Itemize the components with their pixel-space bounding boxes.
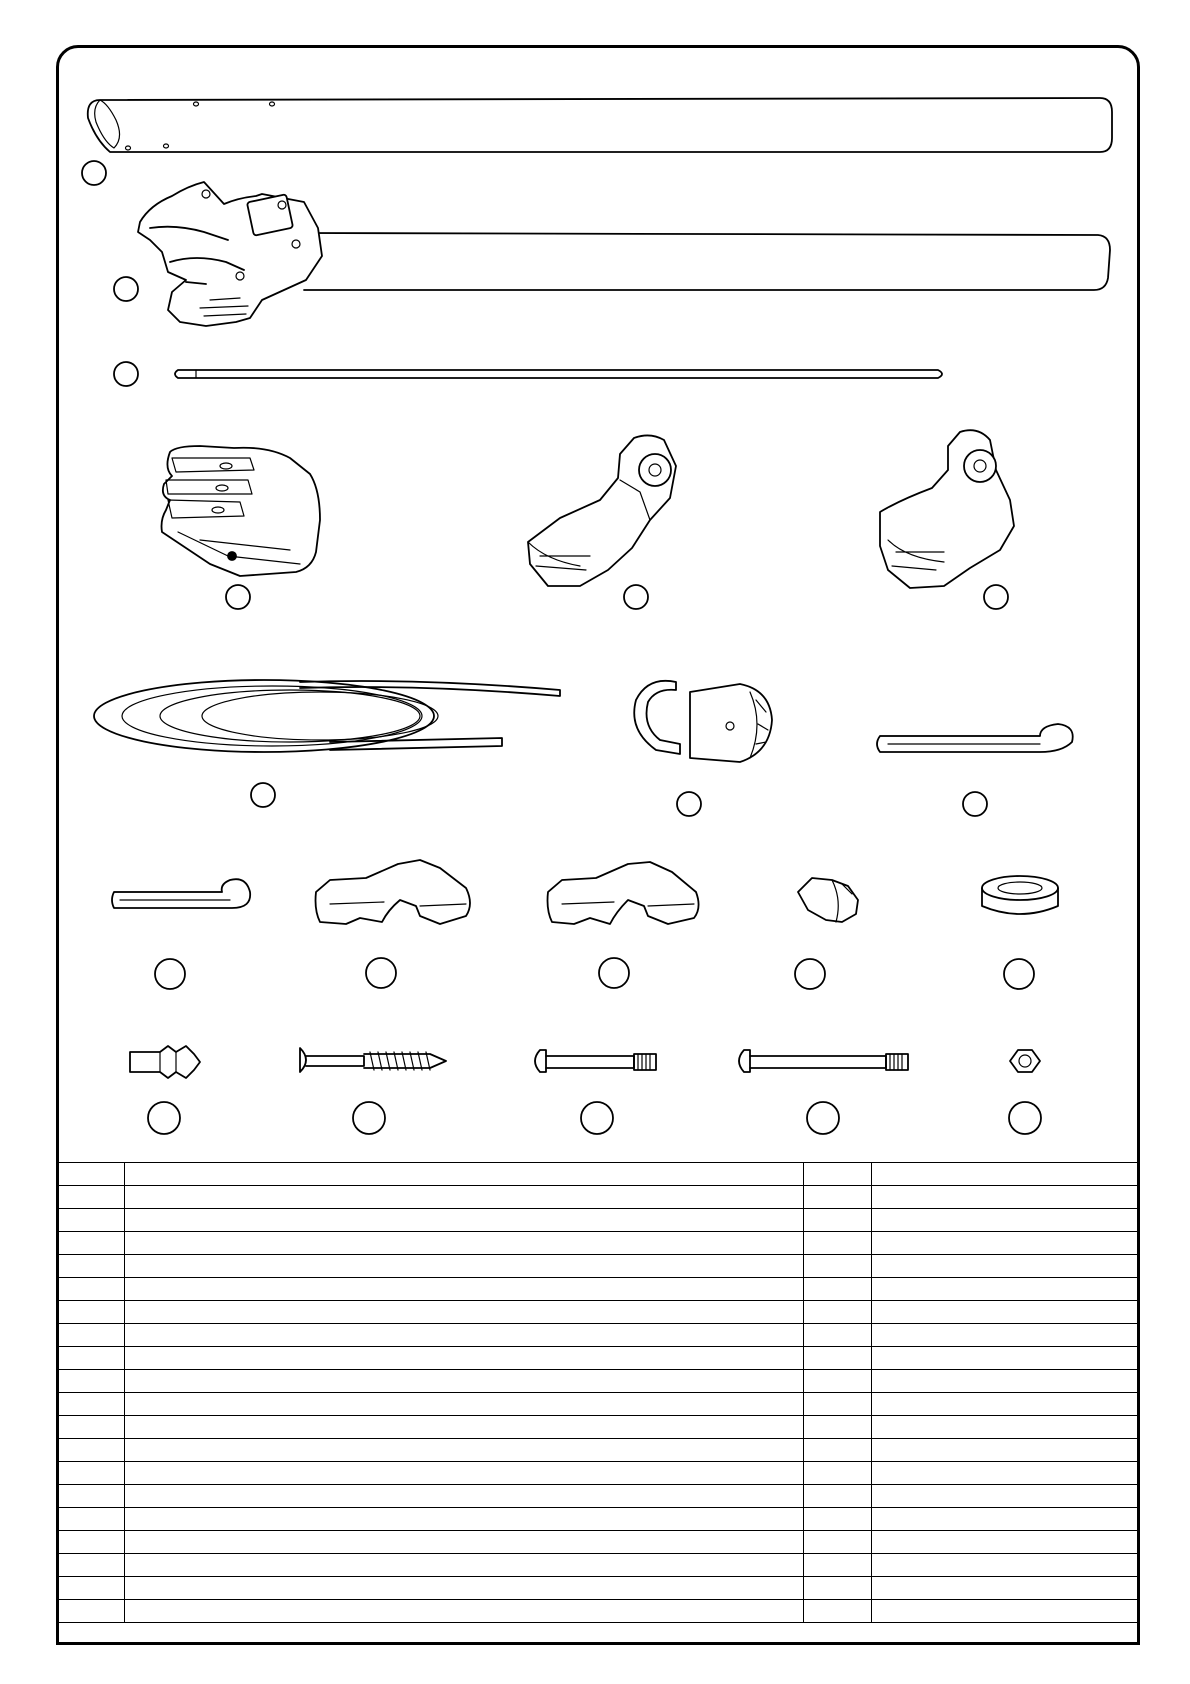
table-cell (803, 1209, 871, 1232)
callout-circle (807, 1102, 839, 1134)
table-cell (56, 1163, 124, 1186)
part-end-cap (798, 878, 858, 922)
table-row (56, 1278, 1140, 1301)
part-tube-with-bracket (138, 182, 1110, 326)
table-cell (871, 1186, 1140, 1209)
callout-circle (984, 585, 1008, 609)
table-cell (56, 1209, 124, 1232)
table-cell (871, 1278, 1140, 1301)
table-cell (871, 1347, 1140, 1370)
callout-circle (795, 959, 825, 989)
table-row (56, 1186, 1140, 1209)
table-cell (871, 1508, 1140, 1531)
table-cell (124, 1209, 803, 1232)
part-pulley-cleat-b (880, 430, 1014, 588)
table-row (56, 1554, 1140, 1577)
table-cell (124, 1186, 803, 1209)
table-cell (124, 1554, 803, 1577)
table-cell (56, 1232, 124, 1255)
table-cell (803, 1462, 871, 1485)
table-cell (803, 1531, 871, 1554)
table-cell (803, 1370, 871, 1393)
callout-circle (353, 1102, 385, 1134)
part-wood-screw (300, 1048, 446, 1072)
table-cell (124, 1232, 803, 1255)
callout-circle (963, 792, 987, 816)
table-row (56, 1485, 1140, 1508)
table-cell (871, 1370, 1140, 1393)
table-cell (56, 1301, 124, 1324)
part-bolt-short (535, 1050, 656, 1072)
table-cell (56, 1186, 124, 1209)
table-cell (871, 1600, 1140, 1623)
callout-circle (1009, 1102, 1041, 1134)
table-row (56, 1163, 1140, 1186)
table-cell (124, 1393, 803, 1416)
table-cell (124, 1600, 803, 1623)
table-cell (803, 1393, 871, 1416)
table-cell (124, 1485, 803, 1508)
parts-table (56, 1162, 1140, 1623)
table-cell (124, 1508, 803, 1531)
part-pulley-cleat-a (528, 435, 676, 586)
part-wall-plug (130, 1046, 200, 1078)
table-cell (871, 1163, 1140, 1186)
table-row (56, 1301, 1140, 1324)
table-cell (803, 1278, 871, 1301)
table-cell (56, 1462, 124, 1485)
table-row (56, 1462, 1140, 1485)
table-cell (871, 1531, 1140, 1554)
table-cell (56, 1508, 124, 1531)
callout-circle (155, 959, 185, 989)
table-cell (56, 1577, 124, 1600)
part-spacer-ring (982, 876, 1058, 914)
part-strap-loop-b (112, 879, 250, 908)
table-row (56, 1508, 1140, 1531)
table-cell (871, 1554, 1140, 1577)
table-cell (803, 1485, 871, 1508)
callout-circle (366, 958, 396, 988)
table-cell (56, 1347, 124, 1370)
table-row (56, 1531, 1140, 1554)
part-cleat-horn-a (316, 860, 471, 924)
table-cell (803, 1600, 871, 1623)
callout-circle (599, 958, 629, 988)
table-cell (124, 1324, 803, 1347)
table-cell (124, 1416, 803, 1439)
table-cell (124, 1439, 803, 1462)
table-cell (803, 1186, 871, 1209)
callout-circle (82, 161, 106, 185)
table-cell (56, 1278, 124, 1301)
part-bolt-long (739, 1050, 908, 1072)
table-cell (803, 1439, 871, 1462)
callout-circle (114, 277, 138, 301)
part-rod (175, 370, 942, 378)
part-long-tube (88, 98, 1112, 152)
table-cell (871, 1416, 1140, 1439)
callout-circle (148, 1102, 180, 1134)
table-cell (803, 1232, 871, 1255)
part-cord-coil (94, 680, 560, 752)
callout-circle (1004, 959, 1034, 989)
table-cell (56, 1485, 124, 1508)
table-cell (871, 1393, 1140, 1416)
table-cell (871, 1255, 1140, 1278)
table-cell (803, 1577, 871, 1600)
table-cell (803, 1255, 871, 1278)
table-cell (803, 1347, 871, 1370)
part-strap-loop-a (877, 724, 1073, 752)
table-row (56, 1393, 1140, 1416)
table-cell (803, 1416, 871, 1439)
table-cell (56, 1324, 124, 1347)
table-row (56, 1439, 1140, 1462)
table-cell (803, 1301, 871, 1324)
table-row (56, 1370, 1140, 1393)
table-cell (56, 1531, 124, 1554)
callout-circle (114, 362, 138, 386)
table-cell (56, 1416, 124, 1439)
table-cell (871, 1577, 1140, 1600)
table-cell (56, 1255, 124, 1278)
table-cell (871, 1232, 1140, 1255)
table-cell (124, 1531, 803, 1554)
table-cell (56, 1554, 124, 1577)
table-cell (124, 1278, 803, 1301)
table-cell (124, 1301, 803, 1324)
table-cell (124, 1370, 803, 1393)
table-cell (56, 1370, 124, 1393)
part-mounting-block (162, 446, 321, 576)
table-cell (871, 1439, 1140, 1462)
table-cell (871, 1324, 1140, 1347)
table-cell (56, 1600, 124, 1623)
table-cell (56, 1393, 124, 1416)
table-cell (871, 1209, 1140, 1232)
table-cell (871, 1301, 1140, 1324)
table-row (56, 1347, 1140, 1370)
table-cell (124, 1347, 803, 1370)
table-row (56, 1577, 1140, 1600)
table-cell (803, 1163, 871, 1186)
table-row (56, 1600, 1140, 1623)
callout-circle (251, 783, 275, 807)
table-row (56, 1232, 1140, 1255)
part-hook (634, 681, 772, 762)
callout-circle (677, 792, 701, 816)
table-cell (803, 1554, 871, 1577)
callout-circle (624, 585, 648, 609)
part-lock-nut (1010, 1050, 1040, 1072)
part-cleat-horn-b (548, 862, 699, 924)
table-cell (56, 1439, 124, 1462)
table-cell (124, 1577, 803, 1600)
table-cell (124, 1163, 803, 1186)
callout-circle (581, 1102, 613, 1134)
table-cell (803, 1324, 871, 1347)
table-row (56, 1209, 1140, 1232)
table-cell (124, 1462, 803, 1485)
table-cell (803, 1508, 871, 1531)
callout-circle (226, 585, 250, 609)
table-row (56, 1255, 1140, 1278)
table-row (56, 1416, 1140, 1439)
table-cell (124, 1255, 803, 1278)
table-cell (871, 1485, 1140, 1508)
table-cell (871, 1462, 1140, 1485)
table-row (56, 1324, 1140, 1347)
